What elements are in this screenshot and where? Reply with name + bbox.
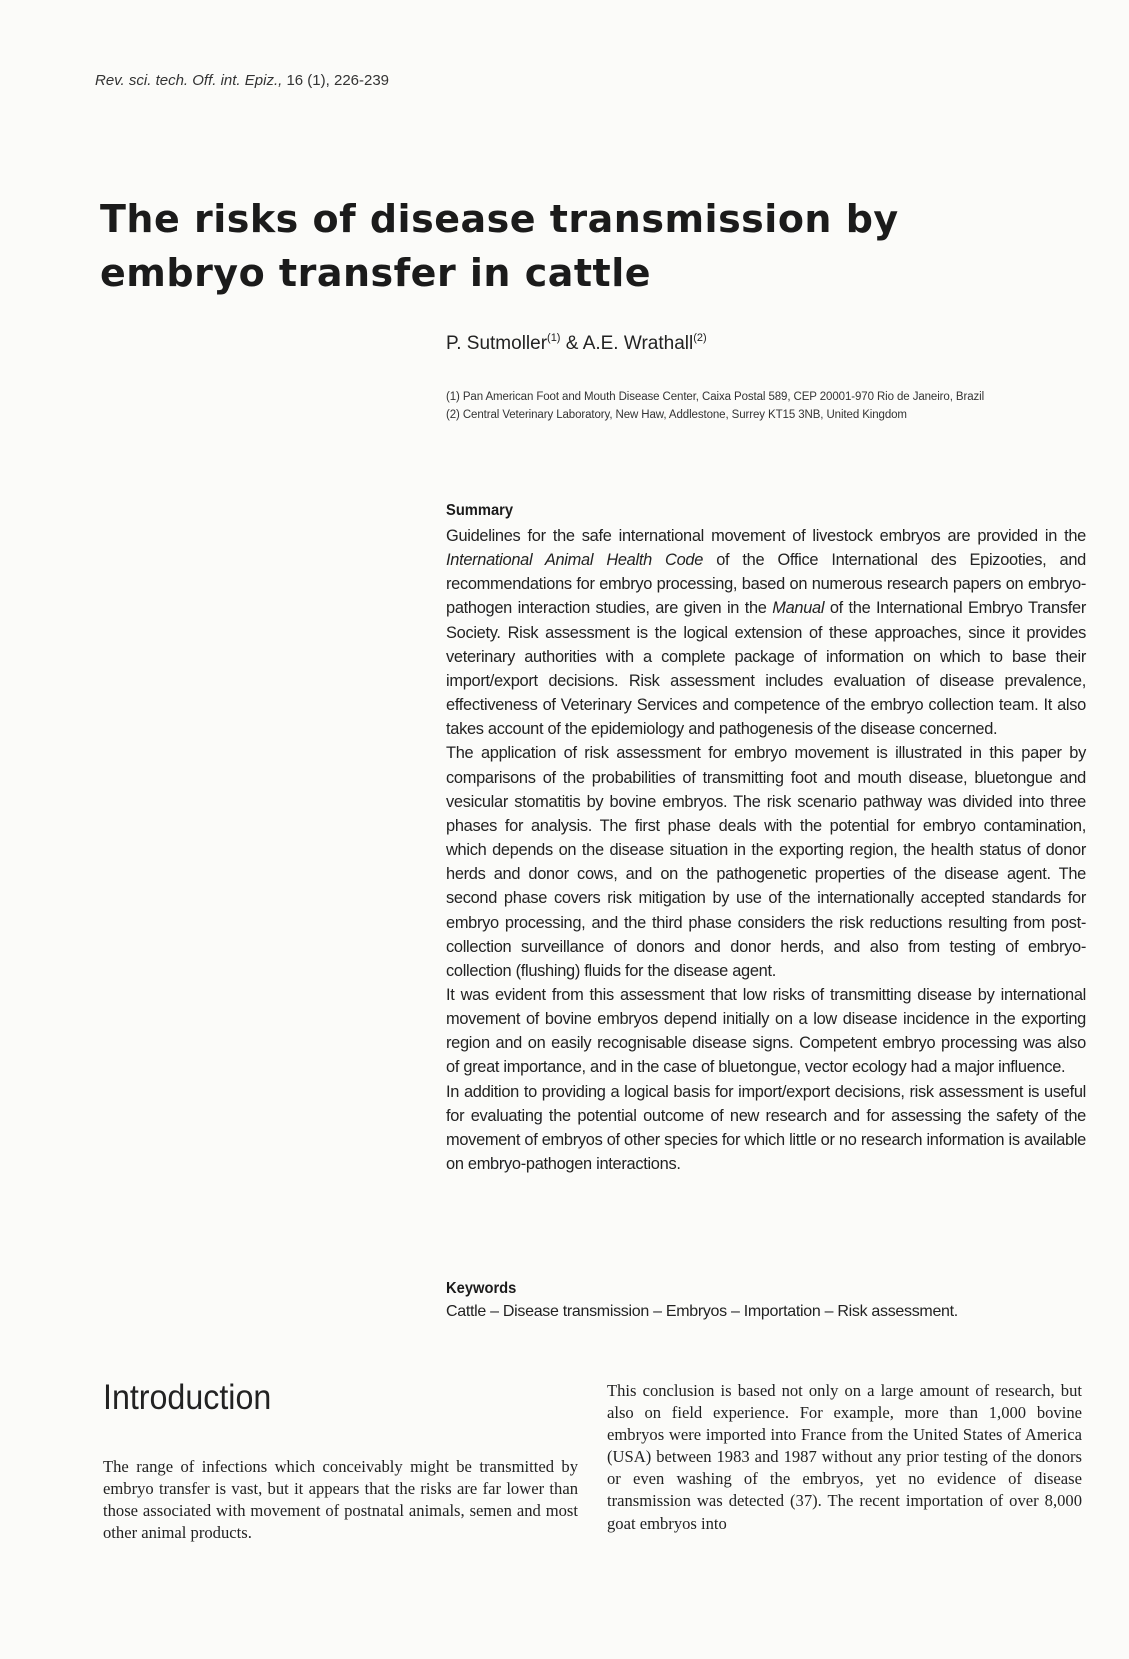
author-2: A.E. Wrathall bbox=[582, 333, 694, 354]
keywords-text: Cattle – Disease transmission – Embryos – Importation – Risk assessment. bbox=[446, 1303, 958, 1320]
affiliation-2: (2) Central Veterinary Laboratory, New Haw, Addlestone, Surrey KT15 3NB, United Kingdom bbox=[446, 409, 907, 421]
summary-text bbox=[446, 524, 1086, 1176]
code-title: International Animal Health Code bbox=[446, 551, 704, 570]
author-separator: & bbox=[565, 333, 579, 354]
keywords-heading: Keywords bbox=[446, 1280, 517, 1297]
author-2-affil-mark: (2) bbox=[693, 332, 707, 344]
intro-right-column: This conclusion is based not only on a large amount of research, but also on field experience. For example, more than 1,000 bovine embryos were imported into France from the United States of America (USA) between 1983 and 1987 without any prior testing of the donors or even washing of the embryos, yet no evidence of disease transmission was detected (37). The recent importation of over 8,000 goat embryos into bbox=[607, 1381, 1082, 1533]
summary-paragraph-4: In addition to providing a logical basis for import/export decisions, risk assessment is useful for evaluating the potential outcome of new research and for assessing the safety of the movement of embryos of other species for which little or no research information is available on embryo-pathogen interactions. bbox=[446, 1082, 1086, 1174]
summary-p1-part: of the Office International des Epizooties, and recommendations for embryo processing, based on numerous research papers on embryo-pathogen interaction studies, are given in the bbox=[446, 551, 1086, 618]
manual-title: Manual bbox=[772, 599, 825, 618]
affiliation-1: (1) Pan American Foot and Mouth Disease Center, Caixa Postal 589, CEP 20001-970 Rio de Janeiro, Brazil bbox=[446, 391, 985, 403]
affiliations bbox=[446, 388, 1086, 424]
paper-title: The risks of disease transmission by embryo transfer in cattle bbox=[100, 197, 899, 295]
introduction-heading: Introduction bbox=[103, 1378, 272, 1417]
summary-p1-part: of the International Embryo Transfer Society. Risk assessment is the logical extension of these approaches, since it provides veterinary authorities with a complete package of information on which to base their import/export decisions. Risk assessment includes evaluation of disease prevalence, effectiveness of Veterinary Services and competence of the embryo collection team. It also takes account of the epidemiology and pathogenesis of the disease concerned. bbox=[446, 599, 1086, 739]
summary-heading: Summary bbox=[446, 502, 514, 519]
intro-left-column: The range of infections which conceivably might be transmitted by embryo transfer is vast, but it appears that the risks are far lower than those associated with movement of postnatal animals, semen and most other animal products. bbox=[103, 1457, 578, 1543]
author-1: P. Sutmoller bbox=[446, 333, 548, 354]
summary-paragraph-1 bbox=[446, 524, 1086, 741]
volume-pages: 16 (1), 226-239 bbox=[286, 72, 390, 89]
summary-p1-part: Guidelines for the safe international movement of livestock embryos are provided in the bbox=[446, 527, 1086, 545]
author-line bbox=[446, 332, 707, 355]
journal-reference bbox=[95, 72, 389, 89]
author-1-affil-mark: (1) bbox=[547, 332, 561, 344]
summary-paragraph-2: The application of risk assessment for embryo movement is illustrated in this paper by comparisons of the probabilities of transmitting foot and mouth disease, bluetongue and vesicular stomatitis by bovine embryos. The risk scenario pathway was divided into three phases for analysis. The first phase deals with the potential for embryo contamination, which depends on the disease situation in the exporting region, the health status of donor herds and donor cows, and on the pathogenetic properties of the disease agent. The second phase covers risk mitigation by use of the internationally accepted standards for embryo processing, and the third phase considers the risk reductions resulting from post-collection surveillance of donors and donor herds, and also from testing of embryo-collection (flushing) fluids for the disease agent. bbox=[446, 744, 1086, 980]
summary-paragraph-3: It was evident from this assessment that low risks of transmitting disease by international movement of bovine embryos depend initially on a low disease incidence in the exporting region and on easily recognisable disease signs. Competent embryo processing was also of great importance, and in the case of bluetongue, vector ecology had a major influence. bbox=[446, 985, 1086, 1077]
journal-name: Rev. sci. tech. Off. int. Epiz., bbox=[95, 72, 283, 89]
